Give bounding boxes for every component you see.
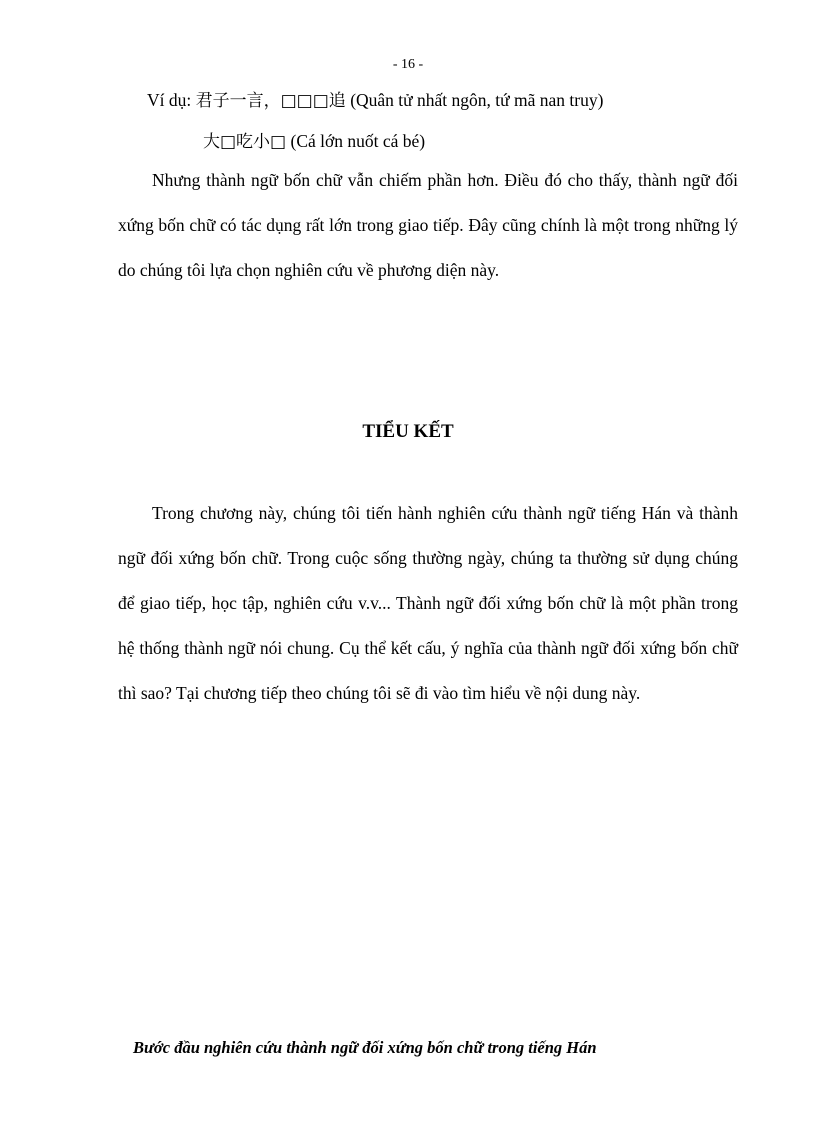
page-number: - 16 - <box>392 57 424 72</box>
example-1-translation: (Quân tử nhất ngôn, tứ mã nan truy) <box>350 90 604 110</box>
example-1-chinese: 君子一言，□□□追 <box>195 91 346 111</box>
paragraph-1: Nhưng thành ngữ bốn chữ vẫn chiếm phần hơn. Điều đó cho thấy, thành ngữ đối xứng bốn chữ có tác dụng rất lớn trong giao tiếp. Đây cũng chính là một trong những lý do chúng tôi lựa chọn nghiên cứu về phương diện này. <box>118 170 738 280</box>
paragraph-2: Trong chương này, chúng tôi tiến hành nghiên cứu thành ngữ tiếng Hán và thành ngữ đối xứng bốn chữ. Trong cuộc sống thường ngày, chúng ta thường sử dụng chúng để giao tiếp, học tập, nghiên cứu v.v... Thành ngữ đối xứng bốn chữ là một phần trong hệ thống thành ngữ nói chung. Cụ thể kết cấu, ý nghĩa của thành ngữ đối xứng bốn chữ thì sao? Tại chương tiếp theo chúng tôi sẽ đi vào tìm hiểu về nội dung này. <box>118 503 738 703</box>
example-label: Ví dụ: <box>147 90 192 110</box>
example-2-translation: (Cá lớn nuốt cá bé) <box>290 131 426 151</box>
example-line-1 <box>147 86 603 111</box>
example-line-2 <box>203 127 425 152</box>
footer-title: Bước đầu nghiên cứu thành ngữ đối xứng bốn chữ trong tiếng Hán <box>133 1038 597 1057</box>
example-2-chinese: 大□吃小□ <box>203 132 287 152</box>
section-title: TIỂU KẾT <box>362 421 454 442</box>
